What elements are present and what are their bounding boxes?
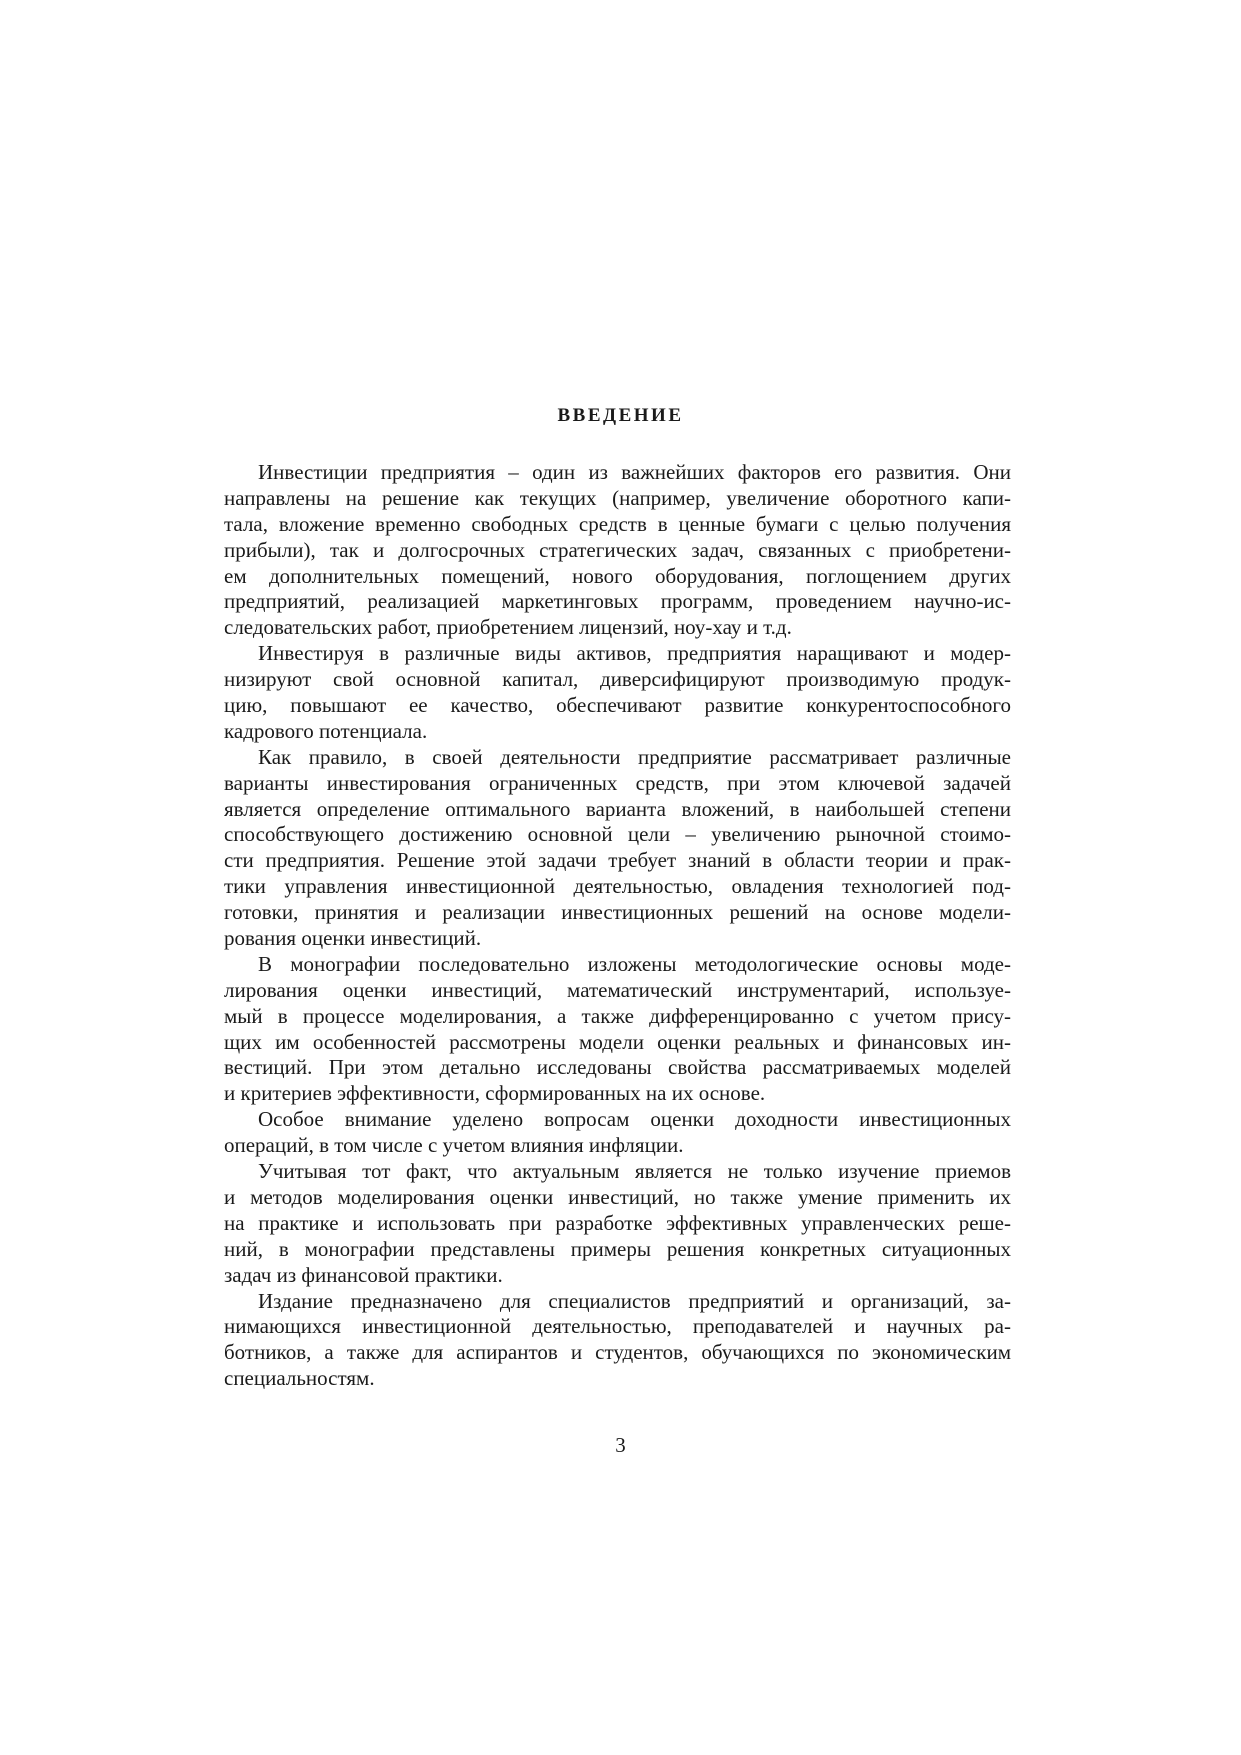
text-line: цию, повышают ее качество, обеспечивают развитие конкурентоспособного <box>224 693 1011 718</box>
text-line: нимающихся инвестиционной деятельностью, преподавателей и научных ра- <box>224 1314 1011 1339</box>
text-line: ботников, а также для аспирантов и студентов, обучающихся по экономическим <box>224 1340 1011 1365</box>
text-line: и методов моделирования оценки инвестиций, но также умение применить их <box>224 1184 1011 1209</box>
paragraph <box>224 460 1011 641</box>
text-line: ний, в монографии представлены примеры решения конкретных ситуационных <box>224 1236 1011 1261</box>
text-line: ем дополнительных помещений, нового оборудования, поглощением других <box>224 563 1011 588</box>
paragraph <box>224 1107 1011 1159</box>
text-line: Как правило, в своей деятельности предприятие рассматривает различные <box>258 744 1011 769</box>
text-line: мый в процессе моделирования, а также дифференцированно с учетом прису- <box>224 1003 1011 1028</box>
paragraph <box>224 1159 1011 1288</box>
text-line: на практике и использовать при разработке эффективных управленческих реше- <box>224 1210 1011 1235</box>
page-title: ВВЕДЕНИЕ <box>557 405 684 426</box>
text-line: Издание предназначено для специалистов предприятий и организаций, за- <box>258 1288 1011 1313</box>
text-line: лирования оценки инвестиций, математический инструментарий, используе- <box>224 977 1011 1002</box>
text-line: специальностям. <box>224 1366 375 1391</box>
text-line: Инвестиции предприятия – один из важнейших факторов его развития. Они <box>258 460 1011 484</box>
text-line: сти предприятия. Решение этой задачи требует знаний в области теории и прак- <box>224 848 1011 873</box>
paragraph <box>224 641 1011 745</box>
text-line: вестиций. При этом детально исследованы свойства рассматриваемых моделей <box>224 1055 1011 1080</box>
text-line: тики управления инвестиционной деятельностью, овладения технологией под- <box>224 874 1011 899</box>
text-line: варианты инвестирования ограниченных средств, при этом ключевой задачей <box>224 770 1011 795</box>
text-line: В монографии последовательно изложены методологические основы моде- <box>258 951 1011 976</box>
text-line: рования оценки инвестиций. <box>224 926 482 951</box>
text-line: низируют свой основной капитал, диверсифицируют производимую продук- <box>224 667 1011 692</box>
text-line: прибыли), так и долгосрочных стратегических задач, связанных с приобретени- <box>224 537 1011 562</box>
text-line: кадрового потенциала. <box>224 718 428 743</box>
text-line: операций, в том числе с учетом влияния инфляции. <box>224 1133 684 1158</box>
text-line: способствующего достижению основной цели – увеличению рыночной стоимо- <box>224 822 1011 847</box>
paragraph <box>224 1289 1011 1393</box>
page-number: 3 <box>615 1433 626 1457</box>
paragraph <box>224 745 1011 952</box>
text-line: тала, вложение временно свободных средств в ценные бумаги с целью получения <box>224 511 1011 536</box>
text-line: направлены на решение как текущих (например, увеличение оборотного капи- <box>224 485 1011 510</box>
text-line: предприятий, реализацией маркетинговых программ, проведением научно-ис- <box>224 589 1011 614</box>
text-line: является определение оптимального варианта вложений, в наибольшей степени <box>224 796 1011 821</box>
text-line: задач из финансовой практики. <box>224 1262 503 1287</box>
text-line: Особое внимание уделено вопросам оценки доходности инвестиционных <box>258 1107 1011 1132</box>
text-line: следовательских работ, приобретением лицензий, ноу-хау и т.д. <box>224 615 792 640</box>
text-line: Учитывая тот факт, что актуальным является не только изучение приемов <box>258 1159 1011 1184</box>
body-text <box>224 460 1011 1392</box>
paragraph <box>224 952 1011 1107</box>
text-line: и критериев эффективности, сформированных на их основе. <box>224 1081 766 1106</box>
text-line: готовки, принятия и реализации инвестиционных решений на основе модели- <box>224 900 1011 925</box>
text-line: Инвестируя в различные виды активов, предприятия наращивают и модер- <box>258 641 1011 666</box>
text-line: щих им особенностей рассмотрены модели оценки реальных и финансовых ин- <box>224 1029 1011 1054</box>
